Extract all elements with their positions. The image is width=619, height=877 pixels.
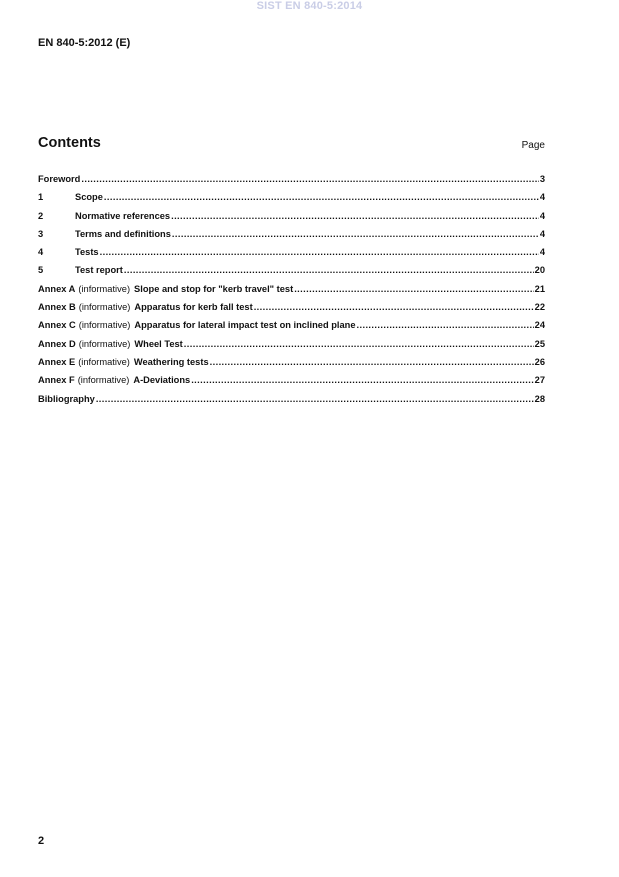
toc-leader-dots	[124, 265, 534, 275]
toc-entry-page: 28	[534, 393, 545, 404]
toc-annex-label: Annex B	[38, 302, 76, 313]
toc-leader-dots	[81, 174, 538, 184]
toc-entry-foreword[interactable]	[38, 174, 545, 192]
toc-entry-page: 27	[534, 375, 545, 386]
toc-entry-number: 1	[38, 192, 44, 203]
page-column-label: Page	[521, 140, 545, 151]
toc-entry-annex-f[interactable]	[38, 375, 545, 393]
toc-entry-title: Terms and definitions	[75, 228, 171, 239]
toc-entry-bibliography[interactable]	[38, 394, 545, 412]
toc-entry-page: 3	[539, 174, 545, 184]
toc-entry-test-report[interactable]	[38, 265, 545, 283]
toc-entry-title: Test report	[75, 265, 123, 276]
toc-entry-title: A-Deviations	[133, 375, 191, 386]
toc-entry-number: 3	[38, 228, 44, 239]
toc-annex-type: (informative)	[78, 338, 131, 349]
toc-annex-label: Annex A	[38, 283, 76, 294]
toc-leader-dots	[96, 394, 534, 404]
toc-entry-page: 21	[534, 283, 545, 294]
toc-annex-type: (informative)	[78, 302, 131, 313]
toc-entry-title: Scope	[75, 192, 103, 203]
toc-entry-page: 4	[539, 210, 545, 221]
toc-entry-title: Weathering tests	[133, 356, 209, 367]
toc-annex-label: Annex C	[38, 320, 76, 331]
toc-entry-annex-d[interactable]	[38, 339, 545, 357]
toc-entry-title: Foreword	[38, 174, 81, 184]
toc-entry-terms-and-definitions[interactable]	[38, 229, 545, 247]
toc-entry-title: Wheel Test	[134, 338, 183, 349]
toc-leader-dots	[294, 284, 533, 294]
toc-leader-dots	[184, 339, 534, 349]
toc-leader-dots	[357, 320, 534, 330]
toc-entry-annex-b[interactable]	[38, 302, 545, 320]
toc-annex-label: Annex E	[38, 356, 76, 367]
toc-entry-normative-references[interactable]	[38, 211, 545, 229]
toc-annex-type: (informative)	[78, 356, 130, 367]
toc-entry-page: 26	[534, 356, 545, 367]
toc-entry-page: 4	[539, 228, 545, 239]
watermark-text: SIST EN 840-5:2014	[256, 0, 363, 12]
toc-entry-number: 4	[38, 247, 44, 258]
toc-entry-scope[interactable]	[38, 192, 545, 210]
contents-heading: Contents	[38, 135, 101, 151]
toc-leader-dots	[210, 357, 534, 367]
toc-entry-page: 4	[539, 247, 545, 258]
toc-entry-page: 25	[534, 338, 545, 349]
table-of-contents	[38, 174, 545, 412]
document-id: EN 840-5:2012 (E)	[38, 37, 131, 49]
toc-leader-dots	[171, 211, 539, 221]
toc-entry-number: 5	[38, 265, 44, 276]
toc-entry-title: Slope and stop for "kerb travel" test	[134, 283, 294, 294]
toc-leader-dots	[254, 302, 534, 312]
toc-entry-page: 24	[534, 320, 545, 331]
page-number: 2	[38, 835, 45, 847]
toc-annex-label: Annex F	[38, 375, 75, 386]
toc-annex-type: (informative)	[77, 375, 130, 386]
toc-entry-annex-e[interactable]	[38, 357, 545, 375]
toc-entry-title: Tests	[75, 247, 99, 258]
toc-entry-annex-c[interactable]	[38, 320, 545, 338]
toc-leader-dots	[191, 375, 533, 385]
toc-leader-dots	[172, 229, 539, 239]
toc-entry-title: Normative references	[75, 210, 171, 221]
toc-entry-page: 20	[534, 265, 545, 276]
toc-entry-tests[interactable]	[38, 247, 545, 265]
toc-entry-page: 22	[534, 302, 545, 313]
toc-entry-title: Apparatus for lateral impact test on inclined plane	[134, 320, 356, 331]
toc-entry-title: Bibliography	[38, 393, 95, 404]
toc-annex-type: (informative)	[78, 283, 131, 294]
toc-annex-label: Annex D	[38, 338, 76, 349]
toc-leader-dots	[100, 247, 539, 257]
toc-entry-page: 4	[539, 192, 545, 203]
toc-annex-type: (informative)	[78, 320, 131, 331]
toc-entry-title: Apparatus for kerb fall test	[134, 302, 253, 313]
toc-entry-annex-a[interactable]	[38, 284, 545, 302]
toc-leader-dots	[104, 192, 539, 202]
toc-entry-number: 2	[38, 210, 44, 221]
